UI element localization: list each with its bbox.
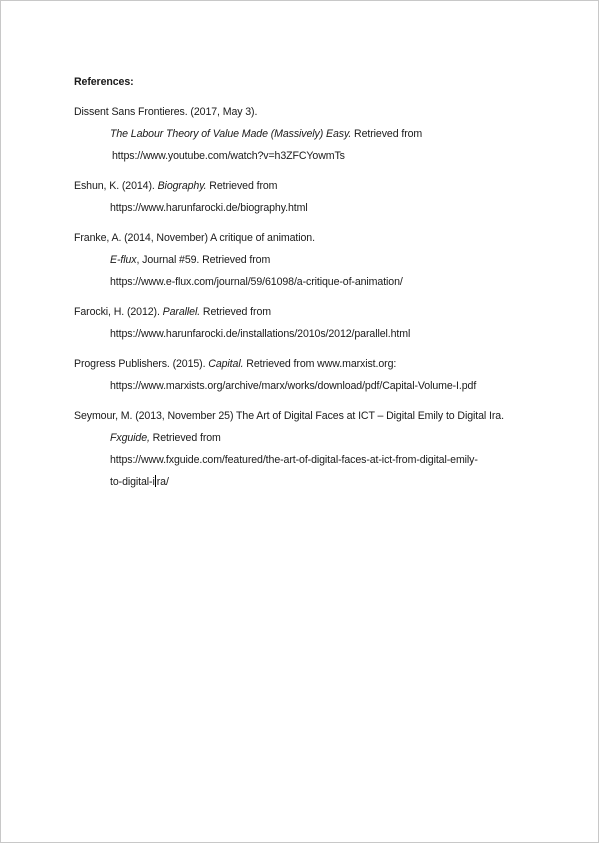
- reference-entry: [74, 229, 544, 295]
- reference-author-line: Dissent Sans Frontieres. (2017, May 3).: [74, 106, 258, 118]
- reference-author-line: [74, 177, 544, 199]
- reference-url-continuation[interactable]: [74, 473, 544, 495]
- reference-url-part: ra/: [156, 476, 169, 488]
- reference-url: https://www.harunfarocki.de/installations/2010s/2012/parallel.html: [110, 328, 411, 340]
- reference-title: Parallel.: [162, 306, 201, 318]
- reference-retrieved-text: Retrieved from: [200, 306, 271, 318]
- reference-author-line: Franke, A. (2014, November) A critique of animation.: [74, 232, 315, 244]
- reference-entry: [74, 303, 544, 347]
- reference-title: The Labour Theory of Value Made (Massively) Easy.: [110, 128, 352, 140]
- reference-title-line: [74, 125, 544, 147]
- reference-title: Capital.: [208, 358, 244, 370]
- references-section: [74, 73, 544, 503]
- reference-entry: [74, 407, 544, 495]
- reference-retrieved-text: Retrieved from: [206, 180, 278, 192]
- reference-url-part: to-digital-i: [110, 476, 155, 488]
- reference-entry: [74, 177, 544, 221]
- text-cursor: [155, 475, 156, 487]
- reference-retrieved-text: Retrieved from: [351, 128, 423, 140]
- reference-author-line: Seymour, M. (2013, November 25) The Art of Digital Faces at ICT – Digital Emily to Digital Ira.: [74, 410, 504, 422]
- references-heading: References:: [74, 76, 134, 88]
- reference-entry: [74, 103, 544, 169]
- reference-title: Biography.: [157, 180, 207, 192]
- reference-url: https://www.harunfarocki.de/biography.html: [110, 202, 308, 214]
- reference-author-line: [74, 355, 544, 377]
- reference-url: https://www.fxguide.com/featured/the-art-of-digital-faces-at-ict-from-digital-emily-: [110, 454, 478, 466]
- reference-title: E-flux: [110, 254, 137, 266]
- reference-author: Eshun, K. (2014).: [74, 180, 158, 192]
- reference-url: https://www.marxists.org/archive/marx/works/download/pdf/Capital-Volume-I.pdf: [110, 380, 477, 392]
- reference-title-line: [74, 251, 544, 273]
- reference-retrieved-text: , Journal #59. Retrieved from: [136, 254, 271, 266]
- reference-title-line: [74, 429, 544, 451]
- reference-retrieved-text: Retrieved from: [149, 432, 221, 444]
- reference-url: https://www.youtube.com/watch?v=h3ZFCYowmTs: [112, 150, 345, 162]
- reference-author-line: [74, 303, 544, 325]
- reference-retrieved-text: Retrieved from www.marxist.org:: [243, 358, 397, 370]
- reference-author: Farocki, H. (2012).: [74, 306, 163, 318]
- reference-url: https://www.e-flux.com/journal/59/61098/a-critique-of-animation/: [110, 276, 403, 288]
- reference-author: Progress Publishers. (2015).: [74, 358, 209, 370]
- reference-title: Fxguide,: [110, 432, 150, 444]
- reference-entry: [74, 355, 544, 399]
